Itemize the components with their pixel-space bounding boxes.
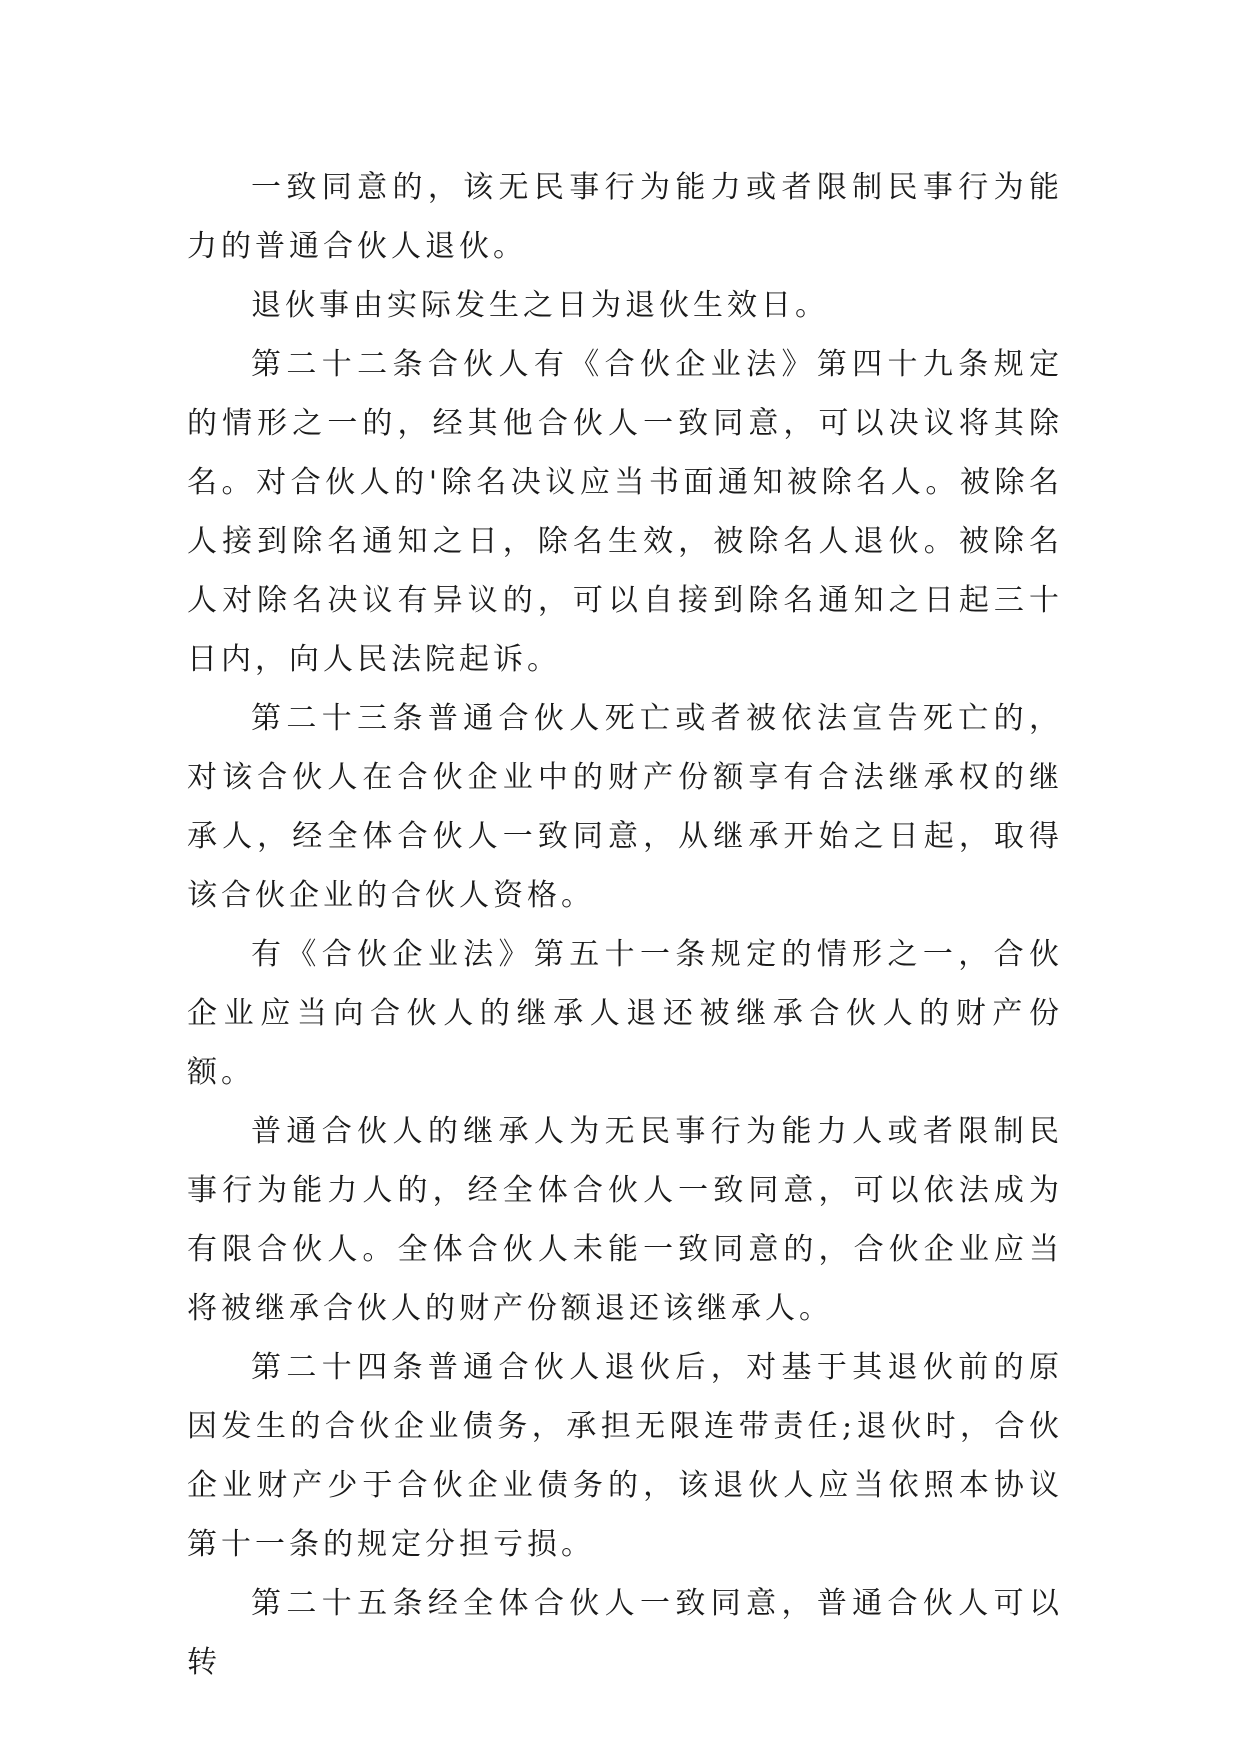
paragraph: 第二十五条经全体合伙人一致同意，普通合伙人可以转 <box>187 1586 1063 1680</box>
paragraph: 退伙事由实际发生之日为退伙生效日。 <box>251 288 829 323</box>
paragraph: 第二十二条合伙人有《合伙企业法》第四十九条规定的情形之一的，经其他合伙人一致同意，可以决议将其除名。对合伙人的'除名决议应当书面通知被除名人。被除名人接到除名通知之日，除名生效，被除名人退伙。被除名人对除名决议有异议的，可以自接到除名通知之日起三十日内，向人民法院起诉。 <box>187 347 1063 677</box>
paragraph: 一致同意的，该无民事行为能力或者限制民事行为能力的普通合伙人退伙。 <box>187 170 1063 264</box>
paragraph: 第二十四条普通合伙人退伙后，对基于其退伙前的原因发生的合伙企业债务，承担无限连带责任;退伙时，合伙企业财产少于合伙企业债务的，该退伙人应当依照本协议第十一条的规定分担亏损。 <box>187 1350 1063 1562</box>
paragraph: 有《合伙企业法》第五十一条规定的情形之一，合伙企业应当向合伙人的继承人退还被继承合伙人的财产份额。 <box>187 937 1063 1090</box>
paragraph: 普通合伙人的继承人为无民事行为能力人或者限制民事行为能力人的，经全体合伙人一致同意，可以依法成为有限合伙人。全体合伙人未能一致同意的，合伙企业应当将被继承合伙人的财产份额退还该继承人。 <box>187 1114 1063 1326</box>
document-body <box>187 158 1063 1692</box>
paragraph: 第二十三条普通合伙人死亡或者被依法宣告死亡的，对该合伙人在合伙企业中的财产份额享有合法继承权的继承人，经全体合伙人一致同意，从继承开始之日起，取得该合伙企业的合伙人资格。 <box>187 701 1063 913</box>
